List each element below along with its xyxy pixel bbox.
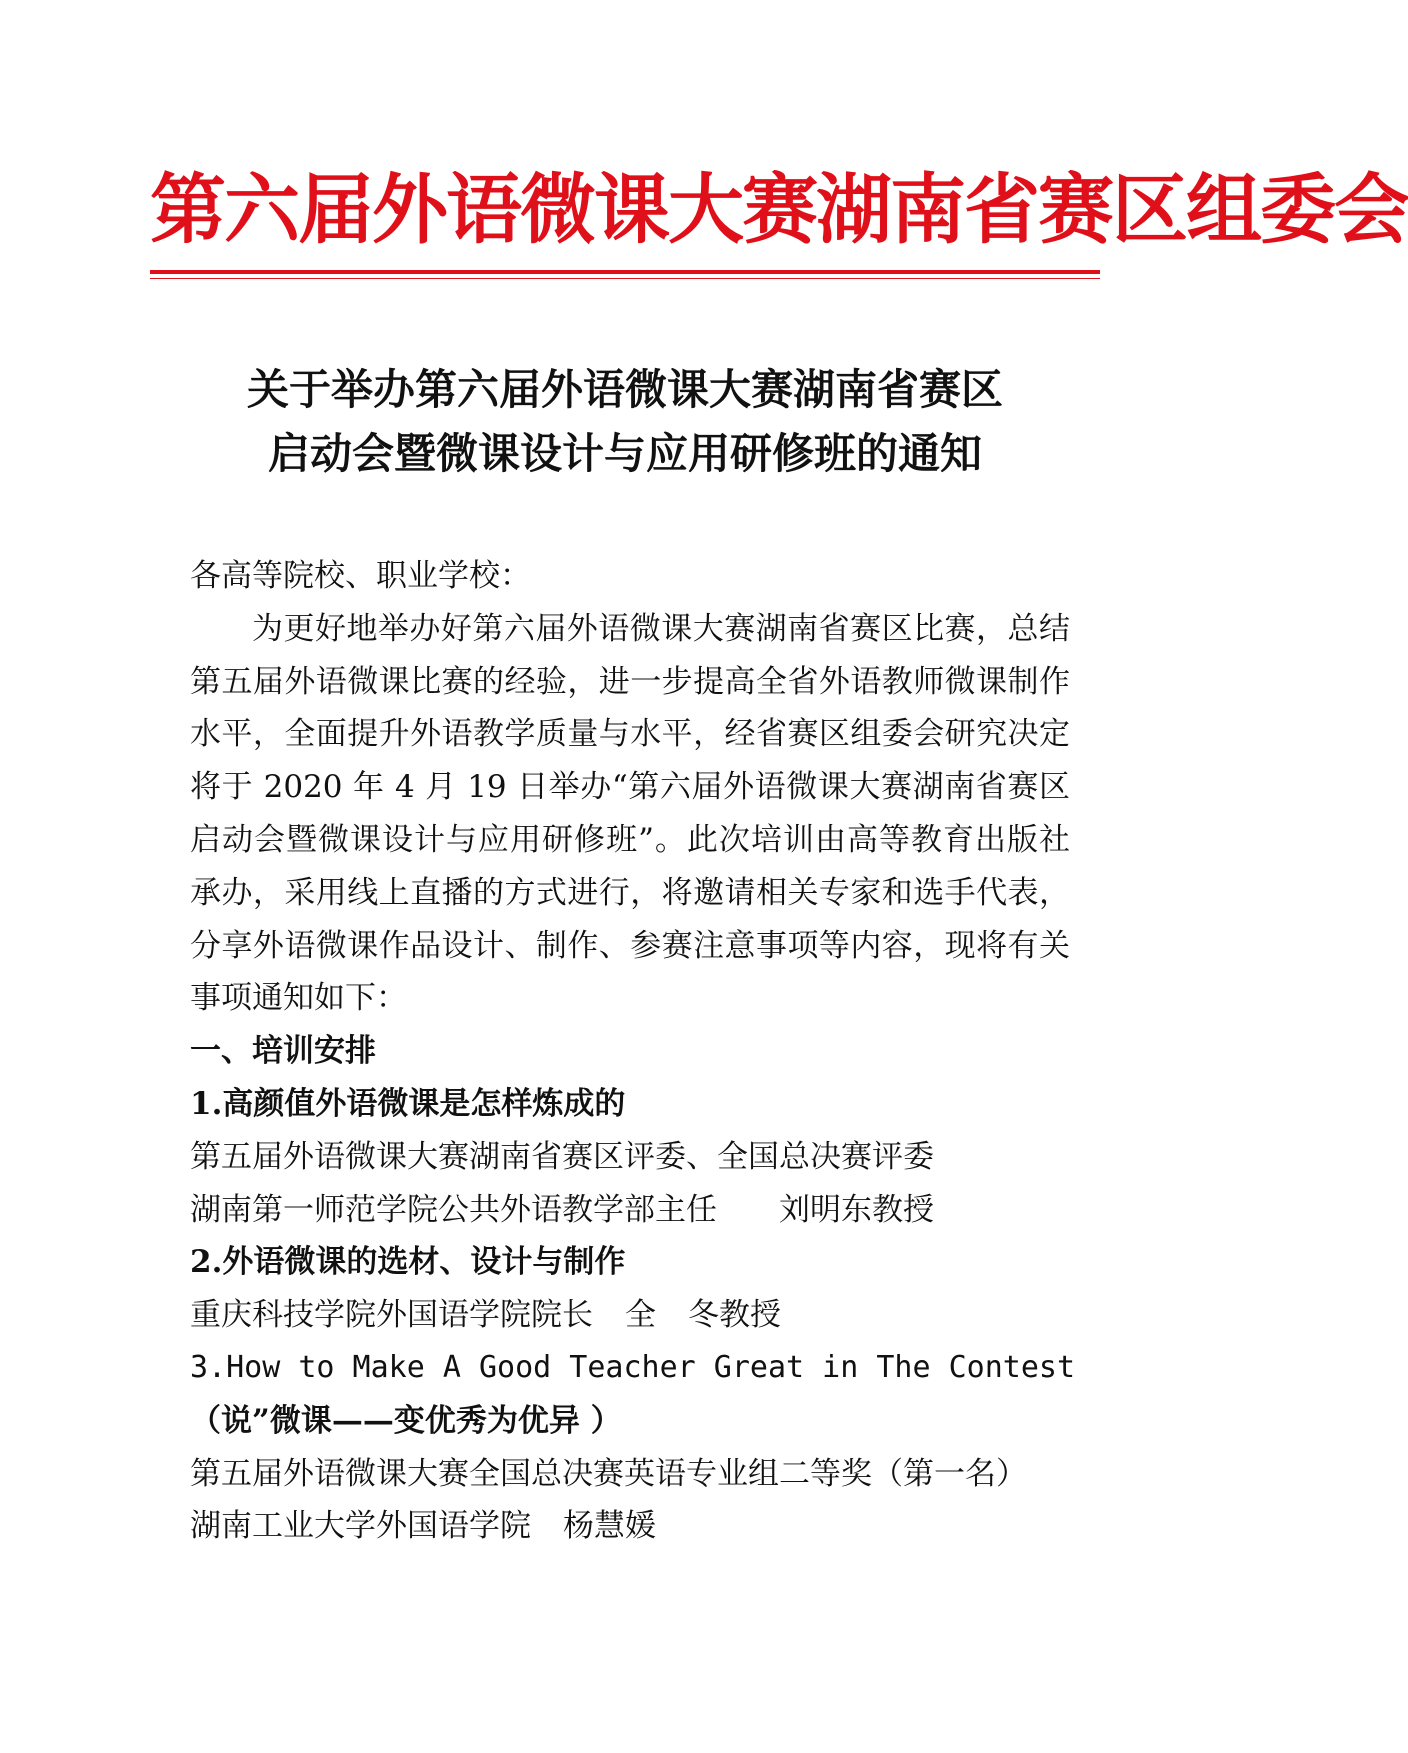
session-2-speaker-name-part1: 全 (625, 1297, 656, 1334)
notice-title-line-2: 启动会暨微课设计与应用研修班的通知 (267, 429, 982, 478)
session-1-title: 1.高颜值外语微课是怎样炼成的 (190, 1085, 626, 1122)
session-1-speaker (190, 1184, 1070, 1237)
session-3-speaker-name: 杨慧媛 (563, 1508, 656, 1545)
session-3-speaker (190, 1500, 1070, 1553)
notice-body (190, 550, 1076, 1553)
session-1-speaker-affiliation: 湖南第一师范学院公共外语教学部主任 (190, 1191, 717, 1228)
session-2-speaker-name-part2: 冬教授 (688, 1297, 781, 1334)
session-1-speaker-name: 刘明东教授 (779, 1191, 934, 1228)
session-2-speaker (190, 1289, 1070, 1342)
intro-paragraph: 为更好地举办好第六届外语微课大赛湖南省赛区比赛，总结第五届外语微课比赛的经验，进一步提高全省外语教师微课制作水平，全面提升外语教学质量与水平，经省赛区组委会研究决定将于 2020 年 4 月 19 日举办“第六届外语微课大赛湖南省赛区启动会暨微课设计与应用研修班”。此次培训由高等教育出版社承办，采用线上直播的方式进行，将邀请相关专家和选手代表，分享外语微课作品设计、制作、参赛注意事项等内容，现将有关事项通知如下： (190, 610, 1070, 1017)
session-1-speaker-credentials: 第五届外语微课大赛湖南省赛区评委、全国总决赛评委 (190, 1138, 934, 1175)
session-2-title: 2.外语微课的选材、设计与制作 (190, 1244, 626, 1281)
notice-title-line-1: 关于举办第六届外语微课大赛湖南省赛区 (246, 365, 1003, 414)
session-3-title-cn: （说”微课——变优秀为优异 ） (190, 1402, 622, 1439)
organization-header: 第六届外语微课大赛湖南省赛区组委会 (150, 165, 1408, 254)
salutation: 各高等院校、职业学校： (190, 558, 531, 594)
session-3-award: 第五届外语微课大赛全国总决赛英语专业组二等奖（第一名） (190, 1455, 1027, 1492)
section-heading-training: 一、培训安排 (190, 1033, 376, 1070)
session-2-speaker-affiliation: 重庆科技学院外国语学院院长 (190, 1297, 593, 1334)
session-3-speaker-affiliation: 湖南工业大学外国语学院 (190, 1508, 531, 1545)
red-header-rule-thick (150, 270, 1100, 274)
red-header-rule-thin (150, 278, 1100, 279)
session-3-title-en: 3.How to Make A Good Teacher Great in The Contest (190, 1349, 1076, 1385)
